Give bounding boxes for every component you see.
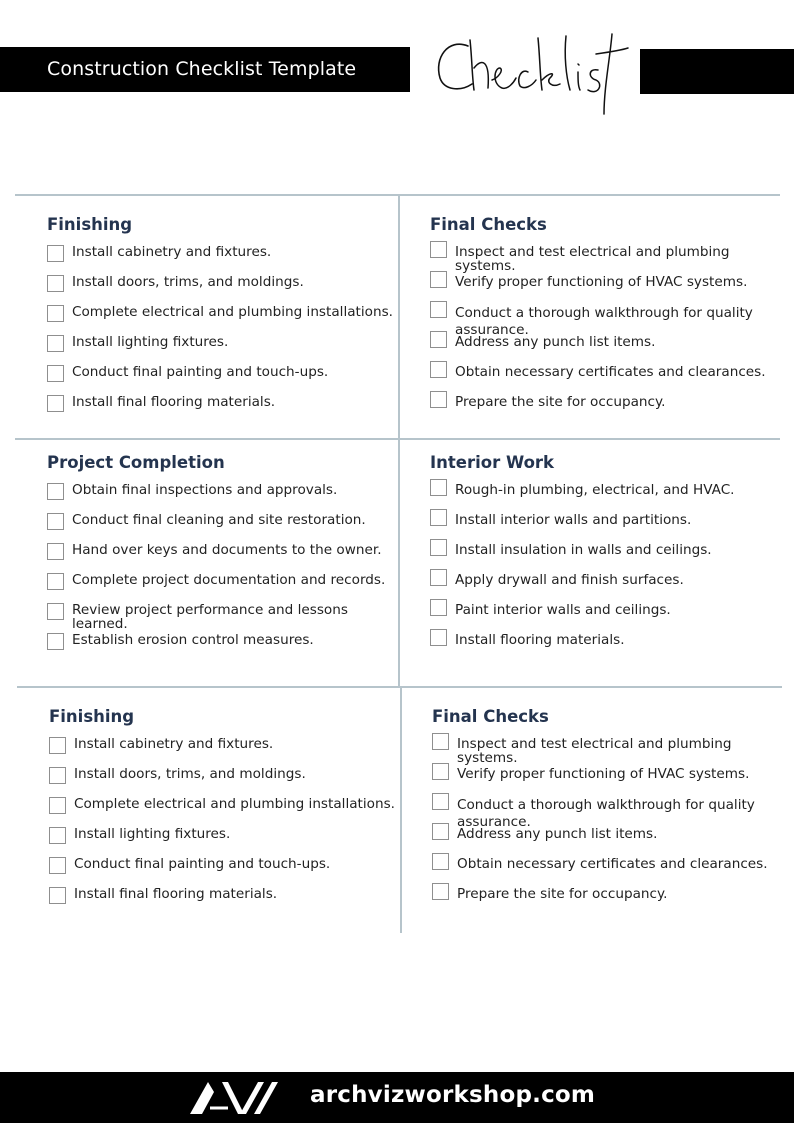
checklist-item[interactable]: [430, 333, 794, 363]
checkbox[interactable]: [49, 887, 66, 904]
checkbox[interactable]: [47, 335, 64, 352]
brand-logo-icon: [188, 1078, 288, 1118]
section-project-completion: [47, 453, 417, 661]
checklist-item[interactable]: [430, 273, 794, 303]
checkbox[interactable]: [430, 479, 447, 496]
checklist-item[interactable]: [47, 481, 417, 511]
checklist-item[interactable]: [47, 571, 417, 601]
checklist-item[interactable]: [47, 541, 417, 571]
item-label: Conduct final cleaning and site restoration.: [72, 512, 366, 528]
item-label: Install lighting fixtures.: [72, 334, 229, 350]
checkbox[interactable]: [47, 483, 64, 500]
item-label: Install final flooring materials.: [72, 394, 276, 410]
checklist-item[interactable]: [47, 273, 417, 303]
checklist-item[interactable]: [430, 363, 794, 393]
item-label: Conduct a thorough walkthrough for quality assurance.: [455, 305, 753, 338]
checklist-item[interactable]: [430, 601, 794, 631]
checklist-item[interactable]: [430, 393, 794, 423]
checklist-item[interactable]: [430, 243, 794, 273]
checkbox[interactable]: [432, 763, 449, 780]
checklist-item[interactable]: [430, 631, 794, 661]
section-title: Finishing: [49, 707, 135, 726]
item-label: Conduct final painting and touch-ups.: [74, 856, 331, 872]
item-label: Complete project documentation and records.: [72, 572, 386, 588]
checkbox[interactable]: [432, 853, 449, 870]
section-title: Interior Work: [430, 453, 555, 472]
header-title-bar: [0, 47, 410, 92]
item-label: Complete electrical and plumbing installations.: [74, 796, 395, 812]
checklist-item[interactable]: [47, 601, 417, 631]
checklist-item[interactable]: [49, 885, 419, 915]
checkbox[interactable]: [430, 539, 447, 556]
item-label: Verify proper functioning of HVAC systems.: [455, 274, 748, 290]
checkbox[interactable]: [430, 361, 447, 378]
checklist-item[interactable]: [430, 303, 794, 338]
brand-url[interactable]: archvizworkshop.com: [310, 1082, 596, 1108]
item-label: Rough-in plumbing, electrical, and HVAC.: [455, 482, 735, 498]
checklist-item[interactable]: [49, 825, 419, 855]
item-label: Inspect and test electrical and plumbing systems.: [457, 736, 732, 766]
checkbox[interactable]: [49, 767, 66, 784]
checklist-script-logo: [428, 28, 633, 118]
checklist-item[interactable]: [49, 795, 419, 825]
checkbox[interactable]: [47, 513, 64, 530]
checkbox[interactable]: [49, 797, 66, 814]
item-label: Install lighting fixtures.: [74, 826, 231, 842]
section-final-checks: [430, 215, 794, 423]
item-label: Address any punch list items.: [455, 334, 656, 350]
item-label: Install cabinetry and fixtures.: [74, 736, 274, 752]
section-title: Project Completion: [47, 453, 225, 472]
item-label: Address any punch list items.: [457, 826, 658, 842]
item-label: Paint interior walls and ceilings.: [455, 602, 671, 618]
item-label: Install insulation in walls and ceilings.: [455, 542, 712, 558]
item-label: Install final flooring materials.: [74, 886, 278, 902]
section-finishing-repeat: [49, 707, 419, 915]
item-label: Review project performance and lessons learned.: [72, 602, 348, 632]
item-label: Install flooring materials.: [455, 632, 625, 648]
checkbox[interactable]: [430, 629, 447, 646]
item-label: Hand over keys and documents to the owner.: [72, 542, 382, 558]
item-label: Obtain necessary certificates and clearances.: [455, 364, 766, 380]
checkbox[interactable]: [47, 633, 64, 650]
checkbox[interactable]: [430, 271, 447, 288]
checklist-item[interactable]: [432, 855, 794, 885]
checkbox[interactable]: [47, 245, 64, 262]
checkbox[interactable]: [47, 543, 64, 560]
item-label: Prepare the site for occupancy.: [457, 886, 668, 902]
checkbox[interactable]: [47, 603, 64, 620]
checkbox[interactable]: [430, 509, 447, 526]
checklist-item[interactable]: [430, 481, 794, 511]
item-label: Install doors, trims, and moldings.: [74, 766, 306, 782]
checkbox[interactable]: [430, 241, 447, 258]
checklist-item[interactable]: [432, 795, 794, 830]
item-label: Obtain necessary certificates and clearances.: [457, 856, 768, 872]
section-title: Finishing: [47, 215, 133, 234]
checkbox[interactable]: [430, 301, 447, 318]
item-label: Obtain final inspections and approvals.: [72, 482, 338, 498]
checkbox[interactable]: [432, 823, 449, 840]
checkbox[interactable]: [49, 737, 66, 754]
checklist-item[interactable]: [49, 855, 419, 885]
checklist-item[interactable]: [430, 511, 794, 541]
checklist-item[interactable]: [47, 333, 417, 363]
checkbox[interactable]: [432, 733, 449, 750]
checklist-item[interactable]: [432, 735, 794, 765]
item-label: Install cabinetry and fixtures.: [72, 244, 272, 260]
checkbox[interactable]: [49, 857, 66, 874]
checkbox[interactable]: [430, 599, 447, 616]
item-label: Apply drywall and finish surfaces.: [455, 572, 684, 588]
item-label: Verify proper functioning of HVAC systems.: [457, 766, 750, 782]
checkbox[interactable]: [47, 305, 64, 322]
checkbox[interactable]: [47, 275, 64, 292]
item-label: Install interior walls and partitions.: [455, 512, 692, 528]
item-label: Establish erosion control measures.: [72, 632, 314, 648]
footer-bar: [0, 1072, 794, 1123]
item-label: Complete electrical and plumbing installations.: [72, 304, 393, 320]
checkbox[interactable]: [47, 365, 64, 382]
checklist-item[interactable]: [430, 571, 794, 601]
checklist-item[interactable]: [47, 243, 417, 273]
checkbox[interactable]: [430, 569, 447, 586]
checkbox[interactable]: [47, 573, 64, 590]
item-label: Install doors, trims, and moldings.: [72, 274, 304, 290]
checklist-item[interactable]: [47, 511, 417, 541]
checklist-item[interactable]: [432, 825, 794, 855]
header-decor-bar: [640, 49, 794, 94]
checklist-item[interactable]: [49, 765, 419, 795]
section-interior-work: [430, 453, 794, 661]
page-title: Construction Checklist Template: [47, 58, 357, 80]
checklist-item[interactable]: [432, 885, 794, 915]
item-label: Prepare the site for occupancy.: [455, 394, 666, 410]
checklist-item[interactable]: [47, 631, 417, 661]
checklist-item[interactable]: [430, 541, 794, 571]
item-label: Inspect and test electrical and plumbing systems.: [455, 244, 730, 274]
checkbox[interactable]: [49, 827, 66, 844]
checkbox[interactable]: [47, 395, 64, 412]
item-label: Conduct a thorough walkthrough for quality assurance.: [457, 797, 755, 830]
section-finishing: [47, 215, 417, 423]
section-title: Final Checks: [430, 215, 547, 234]
checklist-item[interactable]: [47, 363, 417, 393]
checkbox[interactable]: [432, 793, 449, 810]
item-label: Conduct final painting and touch-ups.: [72, 364, 329, 380]
checklist-item[interactable]: [47, 393, 417, 423]
section-title: Final Checks: [432, 707, 549, 726]
checklist-item[interactable]: [432, 765, 794, 795]
checklist-item[interactable]: [47, 303, 417, 333]
checklist-item[interactable]: [49, 735, 419, 765]
section-final-checks-repeat: [432, 707, 794, 915]
checkbox[interactable]: [432, 883, 449, 900]
checkbox[interactable]: [430, 391, 447, 408]
checkbox[interactable]: [430, 331, 447, 348]
